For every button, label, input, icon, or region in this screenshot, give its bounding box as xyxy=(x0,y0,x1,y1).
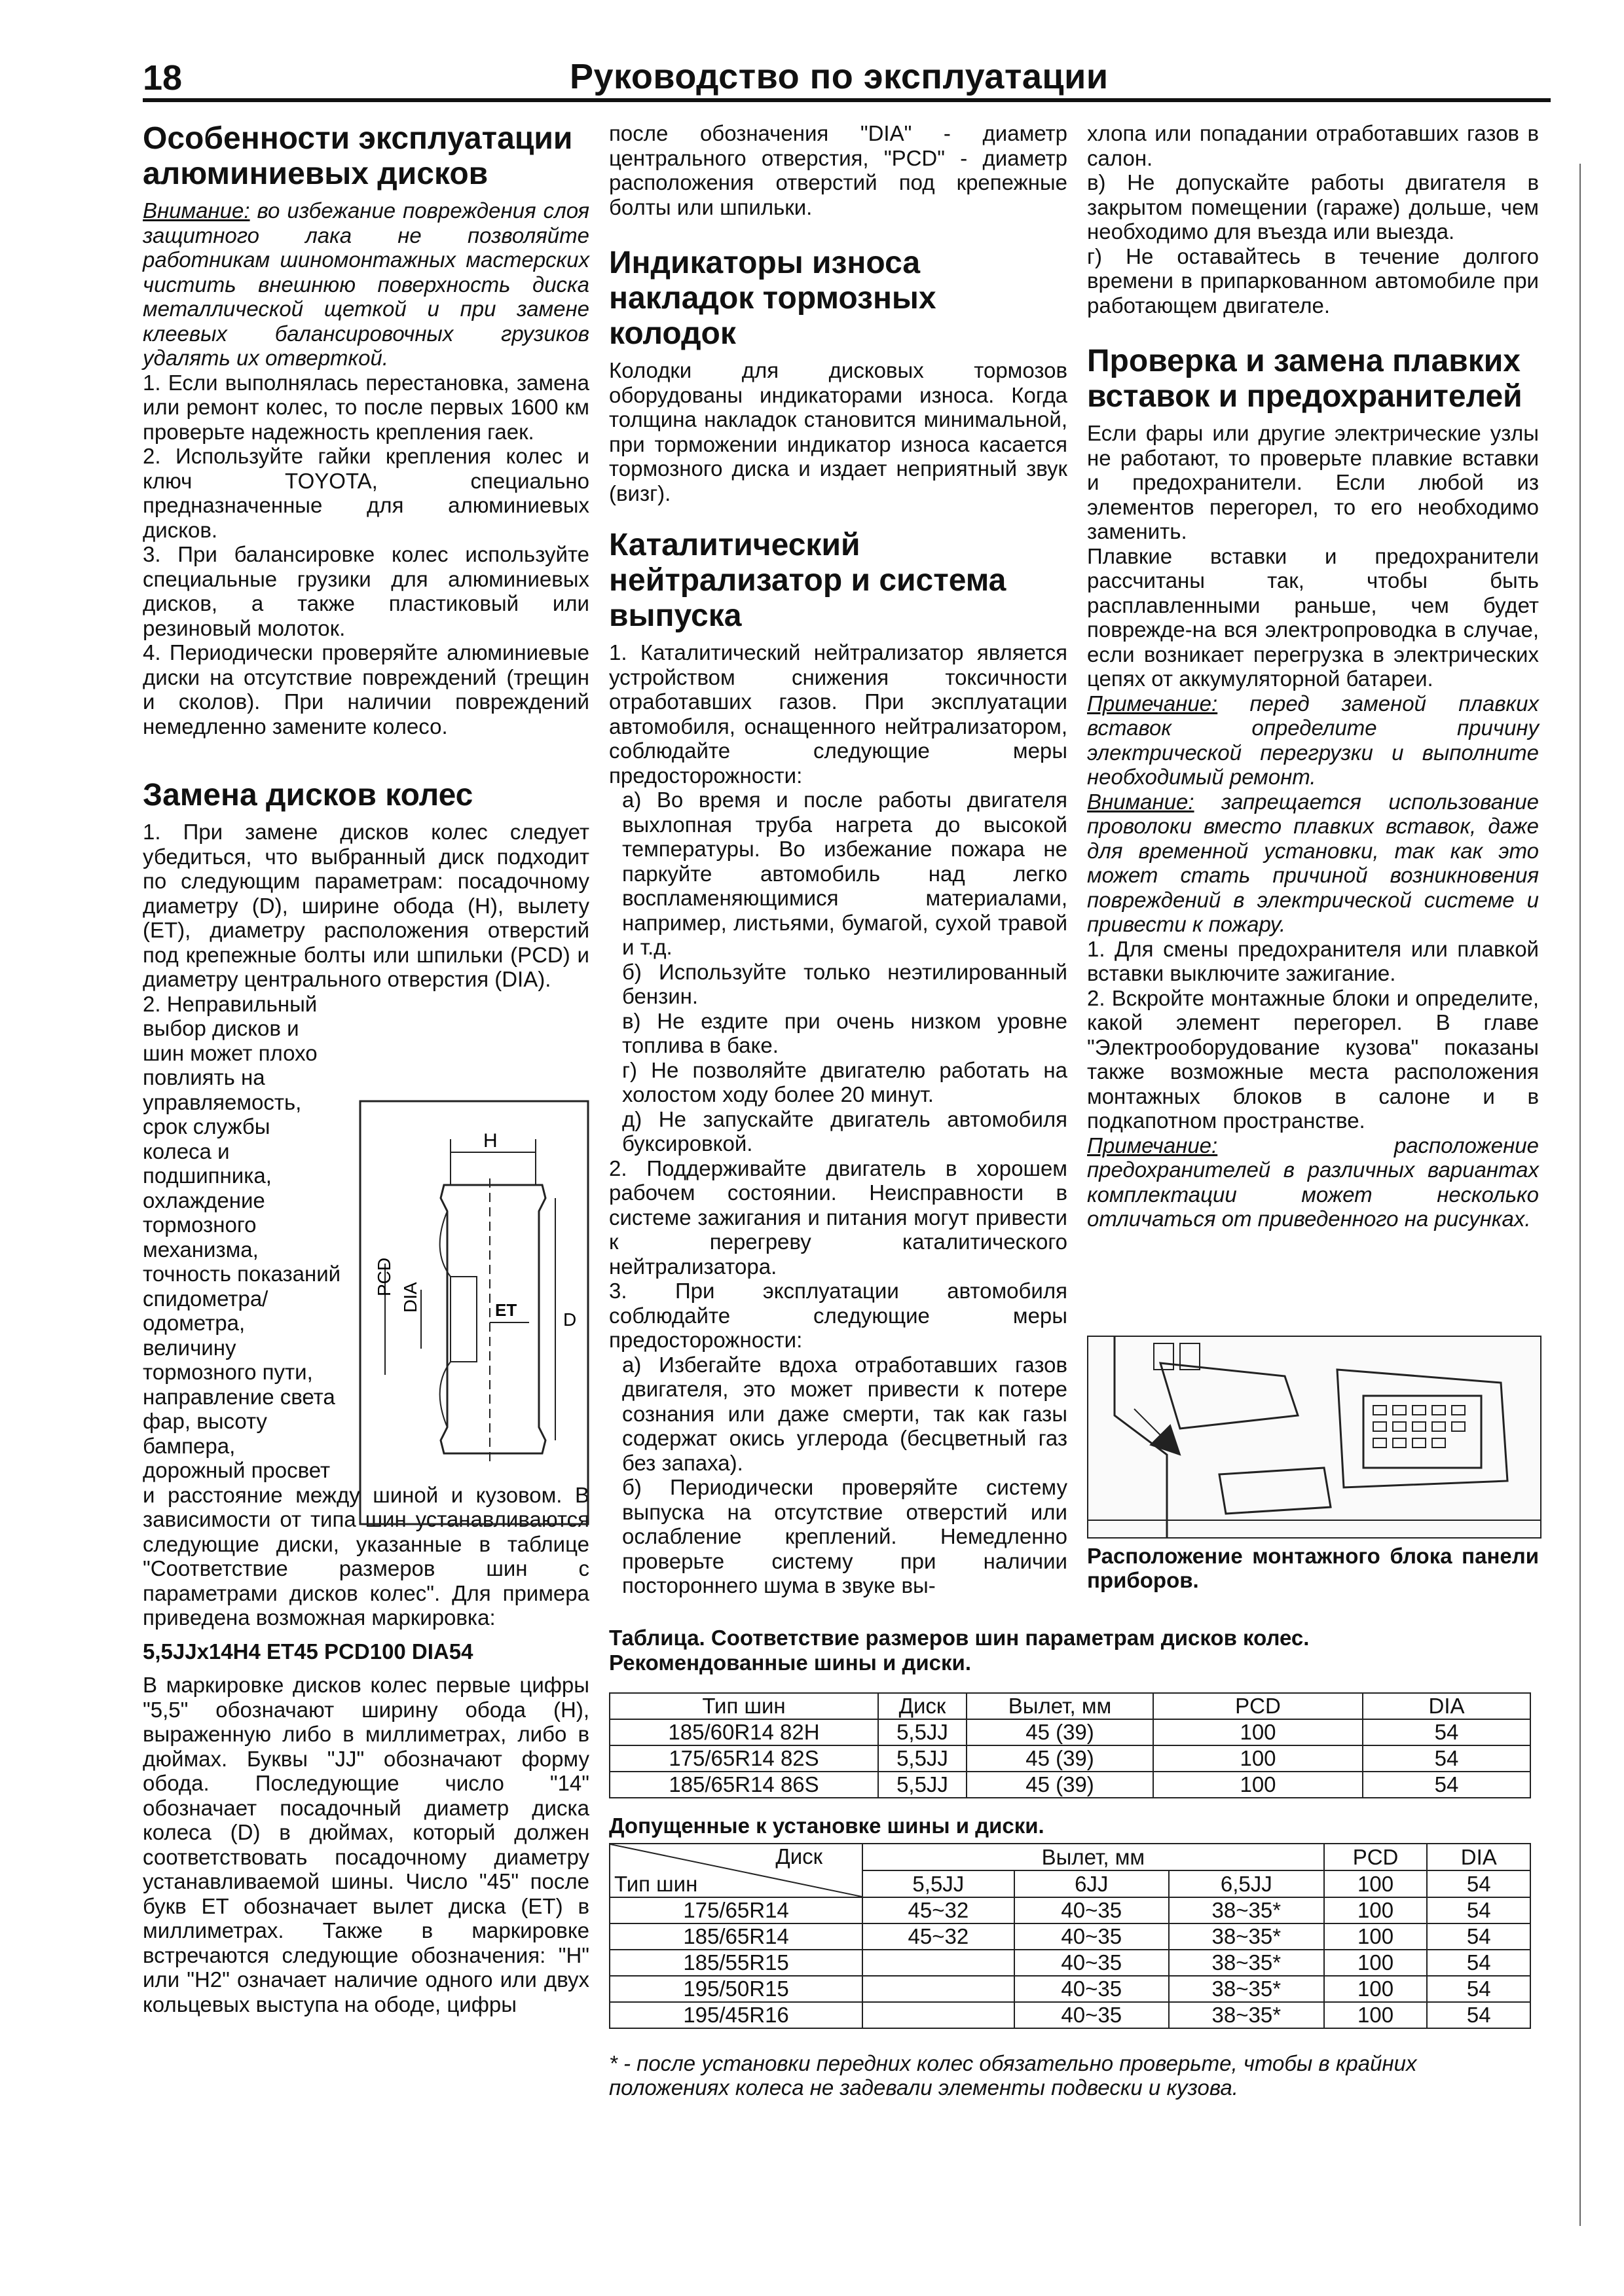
table2-subtitle: Допущенные к установке шины и диски. xyxy=(609,1813,1044,1838)
paragraph: В маркировке дисков колес первые цифры "5,5" обозначают ширину обода (H), выраженную либо в миллиметрах, либо в дюймах. Буквы "JJ" обозначают форму обода. Последующие число "14" обозначает посадочный диаметр диска колеса (D) в дюймах, который должен соответствовать посадочному диаметру устанавливаемой шины. Число "45" после букв ET обозначает вылет диска (ET) в миллиметрах. Также в маркировке встречаются следующие обозначения: "H" или "H2" означает наличие одного или двух кольцевых выступа на ободе, цифры xyxy=(143,1673,589,2016)
paragraph: хлопа или попадании отработавших газов в салон. xyxy=(1087,121,1539,170)
list-item: а) Во время и после работы двигателя выхлопная труба нагрета до высокой температуры. Во избежание пожара не паркуйте автомобиль над легко воспламеняющимися материалами, например, листьями, бумагой, сухой травой и т.д. xyxy=(622,788,1067,959)
list-item: б) Периодически проверяйте систему выпуска на отсутствие отверстий или ослабление креплений. Немедленно проверьте систему при наличии постороннего шума в звуке вы- xyxy=(622,1475,1067,1597)
table-row xyxy=(610,2002,1530,2028)
table-cell xyxy=(862,2002,1014,2028)
paragraph: Плавкие вставки и предохранители рассчитаны так, чтобы быть расплавленными раньше, чем будет поврежде-на вся электропроводка в случае, если возникает перегрузка в электрических цепях от аккумуляторной батареи. xyxy=(1087,543,1539,691)
table-cell: 54 xyxy=(1363,1745,1530,1772)
note-label: Примечание: xyxy=(1087,691,1218,716)
recommended-tyres-table xyxy=(609,1692,1531,1798)
table-cell: 5,5JJ xyxy=(878,1719,967,1745)
note-label: Примечание: xyxy=(1087,1133,1218,1157)
paragraph: и расстояние между шиной и кузовом. В зависимости от типа шин устанавливаются следующие диски, указанные в таблице "Соответствие размеров шин с параметрами дисков колес". Для примера приведена возможная маркировка: xyxy=(143,1482,589,1630)
table-cell: 38~35* xyxy=(1169,1897,1324,1923)
table-cell: 175/65R14 xyxy=(610,1897,862,1923)
table-group-header: Вылет, мм xyxy=(862,1844,1324,1870)
table-footnote: * - после установки передних колес обязательно проверьте, чтобы в крайних положениях колеса не задевали элементы подвески и кузова. xyxy=(609,2051,1417,2100)
table1-subtitle: Рекомендованные шины и диски. xyxy=(609,1650,972,1675)
warning-text: запрещается использование проволоки вместо плавких вставок, даже для временной установки, так как это может стать причиной возникновения повреждений в электрической системе и привести к пожару. xyxy=(1087,789,1539,936)
table-header-cell: DIA xyxy=(1363,1693,1530,1719)
warning-paragraph xyxy=(143,198,589,371)
table-cell: 38~35* xyxy=(1169,1976,1324,2002)
list-item: а) Избегайте вдоха отработавших газов двигателя, это может привести к потере сознания или даже смерти, так как газы содержат окись углерода (бесцветный газ без запаха). xyxy=(622,1352,1067,1475)
table-cell: 100 xyxy=(1153,1772,1363,1798)
table-cell: 40~35 xyxy=(1014,1897,1169,1923)
table-cell: 45~32 xyxy=(862,1897,1014,1923)
section-heading-fuses: Проверка и замена плавких вставок и предохранителей xyxy=(1087,344,1522,414)
table-cell: 40~35 xyxy=(1014,1923,1169,1950)
label-ET: ET xyxy=(495,1300,517,1320)
list-item: в) Не ездите при очень низком уровне топлива в баке. xyxy=(622,1008,1067,1057)
table-cell: 100 xyxy=(1324,1950,1428,1976)
table-subheader-cell: 5,5JJ xyxy=(862,1870,1014,1897)
table-cell: 45 (39) xyxy=(967,1772,1153,1798)
paragraph: 3. При эксплуатации автомобиля соблюдайте следующие меры предосторожности: xyxy=(609,1279,1067,1352)
paragraph: 3. При балансировке колес используйте специальные грузики для алюминиевых дисков, а также пластиковый или резиновый молоток. xyxy=(143,542,589,640)
table-row xyxy=(610,1897,1530,1923)
header-rule xyxy=(143,98,1551,102)
paragraph: 4. Периодически проверяйте алюминиевые диски на отсутствие повреждений (трещин и сколов). При наличии повреждений немедленно замените колесо. xyxy=(143,640,589,738)
table-cell: 45~32 xyxy=(862,1923,1014,1950)
table-cell: 38~35* xyxy=(1169,1950,1324,1976)
table-header-row xyxy=(610,1844,1530,1870)
table-cell: 195/45R16 xyxy=(610,2002,862,2028)
table-cell: 185/65R14 86S xyxy=(610,1772,878,1798)
table-cell: 100 xyxy=(1324,1976,1428,2002)
paragraph-wrapped: 2. Неправильный выбор дисков и шин может плохо повлиять на управляемость, срок службы колеса и подшипника, охлаждение тормозного механизма, точность показаний спидометра/одометра, величину тормозного пути, направление света фар, высоту бампера, дорожный просвет xyxy=(143,991,341,1482)
paragraph: 2. Используйте гайки крепления колес и ключ TOYOTA, специально предназначенные для алюминиевых дисков. xyxy=(143,444,589,542)
table-cell: 40~35 xyxy=(1014,1950,1169,1976)
paragraph: 2. Поддерживайте двигатель в хорошем рабочем состоянии. Неисправности в системе зажигания и питания могут привести к перегреву каталитического нейтрализатора. xyxy=(609,1156,1067,1279)
table-subheader-cell: 54 xyxy=(1427,1870,1530,1897)
table-cell: 40~35 xyxy=(1014,2002,1169,2028)
warning-paragraph xyxy=(1087,790,1539,937)
paragraph: 2. Вскройте монтажные блоки и определите, какой элемент перегорел. В главе "Электрооборудование кузова" показаны также возможные места расположения монтажных блоков в салоне и в подкапотном пространстве. xyxy=(1087,985,1539,1133)
table-cell: 100 xyxy=(1153,1719,1363,1745)
page-number: 18 xyxy=(143,58,183,98)
column-2 xyxy=(609,121,1067,1598)
table-subheader-cell: 100 xyxy=(1324,1870,1428,1897)
table-row xyxy=(610,1923,1530,1950)
paragraph: 1. При замене дисков колес следует убедиться, что выбранный диск подходит по следующим параметрам: посадочному диаметру (D), ширине обода (H), вылету (ET), диаметру расположения отверстий под крепежные болты или шпильки (PCD) и диаметру центрального отверстия (DIA). xyxy=(143,820,589,991)
note-text: перед заменой плавких вставок определите причину электрической перегрузки и выполните необходимый ремонт. xyxy=(1087,691,1539,789)
table-cell: 45 (39) xyxy=(967,1745,1153,1772)
table-cell: 100 xyxy=(1324,2002,1428,2028)
table-cell: 54 xyxy=(1427,1923,1530,1950)
paragraph: 1. Если выполнялась перестановка, замена или ремонт колес, то после первых 1600 км проверьте надежность крепления гаек. xyxy=(143,370,589,444)
table-cell: 100 xyxy=(1324,1923,1428,1950)
permitted-tyres-table xyxy=(609,1843,1531,2029)
table-cell xyxy=(862,1976,1014,2002)
table-subheader-cell: 6JJ xyxy=(1014,1870,1169,1897)
table-subheader-cell: 6,5JJ xyxy=(1169,1870,1324,1897)
table-header-cell: Вылет, мм xyxy=(967,1693,1153,1719)
label-H: H xyxy=(483,1130,498,1152)
table-cell: 40~35 xyxy=(1014,1976,1169,2002)
table-title xyxy=(609,1626,1539,1675)
section-heading-wheel-replacement: Замена дисков колес xyxy=(143,778,473,812)
label-D: D xyxy=(563,1309,577,1330)
column-3 xyxy=(1087,121,1539,1231)
table-cell: 54 xyxy=(1427,2002,1530,2028)
table-cell: 45 (39) xyxy=(967,1719,1153,1745)
page-edge-line xyxy=(1579,164,1581,2226)
table-row xyxy=(610,1950,1530,1976)
marking-example: 5,5JJx14H4 ET45 PCD100 DIA54 xyxy=(143,1639,473,1664)
paragraph: Колодки для дисковых тормозов оборудованы индикаторами износа. Когда толщина накладок становится минимальной, при торможении индикатор износа касается тормозного диска и издает неприятный звук (визг). xyxy=(609,358,1067,505)
table-main-title: Таблица. Соответствие размеров шин параметрам дисков колес. xyxy=(609,1626,1310,1650)
table-header-row xyxy=(610,1693,1530,1719)
paragraph: 1. Для смены предохранителя или плавкой вставки выключите зажигание. xyxy=(1087,936,1539,985)
table-header-cell: Тип шин xyxy=(610,1693,878,1719)
table-cell: 185/55R15 xyxy=(610,1950,862,1976)
table-row xyxy=(610,1719,1530,1745)
table-cell: 54 xyxy=(1427,1897,1530,1923)
label-DIA: DIA xyxy=(400,1282,420,1313)
note-text: расположение предохранителей в различных вариантах комплектации может несколько отличаться от приведенного на рисунках. xyxy=(1087,1133,1539,1231)
table-cell: 185/60R14 82H xyxy=(610,1719,878,1745)
list-item: г) Не позволяйте двигателю работать на холостом ходу более 20 минут. xyxy=(622,1057,1067,1106)
paragraph: 1. Каталитический нейтрализатор является устройством снижения токсичности отработавших газов. При эксплуатации автомобиля, оснащенного нейтрализатором, соблюдайте следующие меры предосторожности: xyxy=(609,640,1067,788)
list-item: д) Не запускайте двигатель автомобиля буксировкой. xyxy=(622,1106,1067,1156)
corner-bottom-label: Тип шин xyxy=(614,1872,698,1896)
table-cell: 195/50R15 xyxy=(610,1976,862,2002)
figure-caption: Расположение монтажного блока панели приборов. xyxy=(1087,1544,1539,1592)
table-cell: 175/65R14 82S xyxy=(610,1745,878,1772)
table-header-cell: PCD xyxy=(1153,1693,1363,1719)
list-item: б) Используйте только неэтилированный бензин. xyxy=(622,959,1067,1008)
wheel-cross-section-figure xyxy=(359,1100,589,1525)
section-heading-alloy-wheels: Особенности эксплуатации алюминиевых дисков xyxy=(143,121,573,191)
table-cell: 54 xyxy=(1427,1976,1530,2002)
table-header-cell: Диск xyxy=(878,1693,967,1719)
list-item: г) Не оставайтесь в течение долгого времени в припаркованном автомобиле при работающем двигателе. xyxy=(1087,244,1539,318)
table-cell: 100 xyxy=(1153,1745,1363,1772)
running-title: Руководство по эксплуатации xyxy=(570,57,1109,96)
column-1 xyxy=(143,121,589,2016)
table-cell: 185/65R14 xyxy=(610,1923,862,1950)
table-corner-cell xyxy=(610,1844,862,1897)
label-PCD: PCD xyxy=(374,1257,394,1296)
note-paragraph xyxy=(1087,1133,1539,1231)
table-row xyxy=(610,1745,1530,1772)
section-heading-brake-wear: Индикаторы износа накладок тормозных колодок xyxy=(609,246,936,351)
table-cell: 54 xyxy=(1363,1772,1530,1798)
warning-text: во избежание повреждения слоя защитного лака не позволяйте работникам шиномонтажных мастерских чистить внешнюю поверхность диска металлической щеткой и при замене клеевых балансировочных грузиков удалять их отверткой. xyxy=(143,198,589,370)
corner-top-label: Диск xyxy=(775,1844,823,1868)
warning-label: Внимание: xyxy=(1087,789,1194,814)
table-cell: 5,5JJ xyxy=(878,1772,967,1798)
section-heading-catalytic: Каталитический нейтрализатор и система выпуска xyxy=(609,528,1006,633)
table-cell: 54 xyxy=(1427,1950,1530,1976)
table-cell: 38~35* xyxy=(1169,2002,1324,2028)
table-cell: 5,5JJ xyxy=(878,1745,967,1772)
note-paragraph xyxy=(1087,691,1539,790)
table-cell xyxy=(862,1950,1014,1976)
table-header-cell: DIA xyxy=(1427,1844,1530,1870)
list-item: в) Не допускайте работы двигателя в закрытом помещении (гараже) дольше, чем необходимо для въезда или выезда. xyxy=(1087,170,1539,244)
table-cell: 54 xyxy=(1363,1719,1530,1745)
paragraph: Если фары или другие электрические узлы не работают, то проверьте плавкие вставки и предохранители. Если любой из элементов перегорел, то его необходимо заменить. xyxy=(1087,421,1539,543)
table-row xyxy=(610,1772,1530,1798)
fuse-block-figure xyxy=(1087,1336,1541,1539)
paragraph: после обозначения "DIA" - диаметр центрального отверстия, "PCD" - диаметр расположения отверстий под крепежные болты или шпильки. xyxy=(609,121,1067,219)
table-header-cell: PCD xyxy=(1324,1844,1428,1870)
table-row xyxy=(610,1976,1530,2002)
table-cell: 38~35* xyxy=(1169,1923,1324,1950)
warning-label: Внимание: xyxy=(143,198,250,223)
table-cell: 100 xyxy=(1324,1897,1428,1923)
